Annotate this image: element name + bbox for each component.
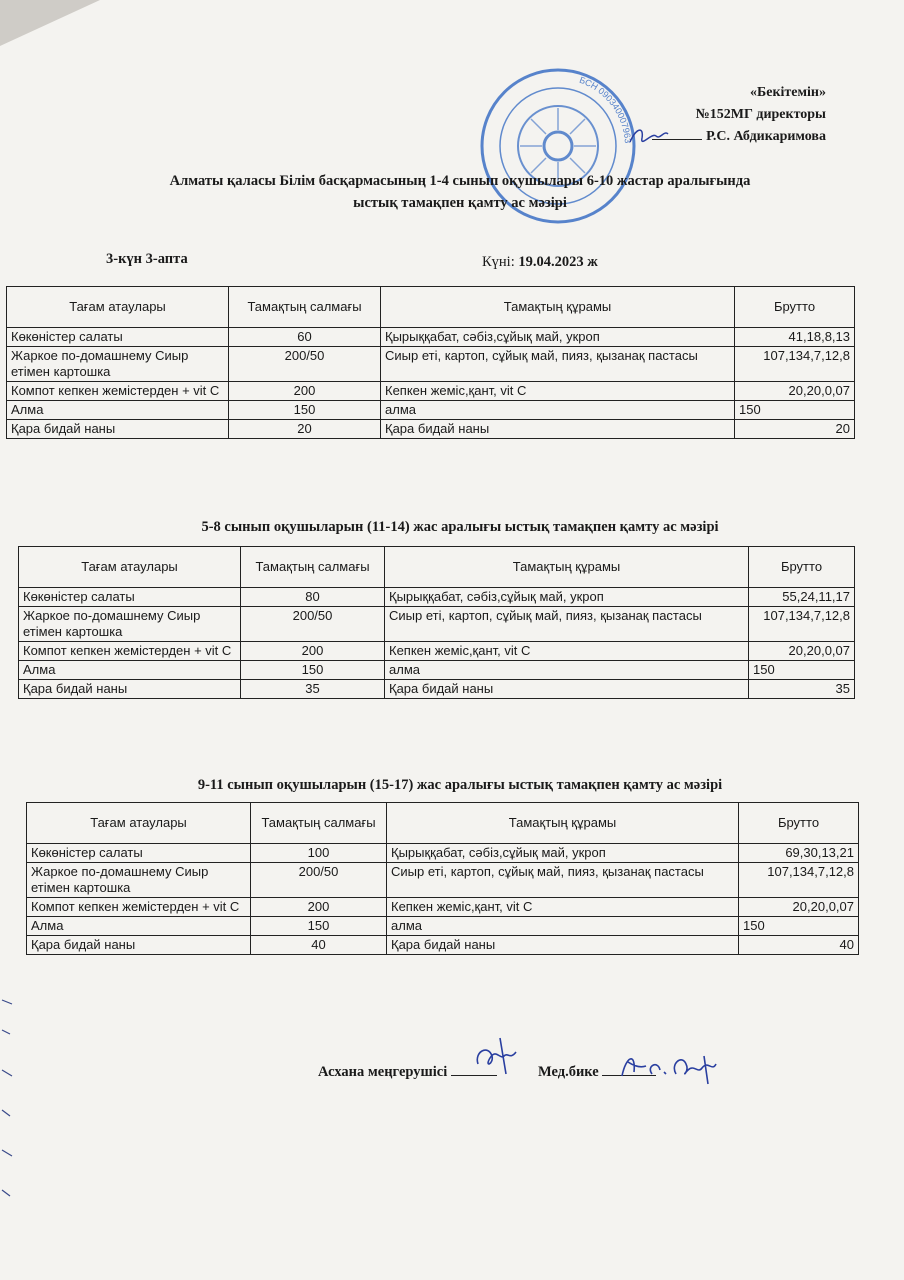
approval-line-2: №152МГ директоры: [695, 107, 826, 122]
dish-composition: Сиыр еті, картоп, сұйық май, пияз, қызанақ пастасы: [385, 607, 749, 642]
dish-name: Алма: [7, 401, 229, 420]
header-brutto: Брутто: [749, 547, 855, 588]
dish-brutto: 35: [749, 680, 855, 699]
dish-weight: 150: [251, 917, 387, 936]
dish-composition: Кепкен жеміс,қант, vit C: [387, 898, 739, 917]
dish-weight: 40: [251, 936, 387, 955]
dish-name: Көкөністер салаты: [19, 588, 241, 607]
dish-weight: 100: [251, 844, 387, 863]
dish-weight: 80: [241, 588, 385, 607]
dish-name: Компот кепкен жемістерден + vit C: [27, 898, 251, 917]
date-label: Күні:: [482, 254, 515, 270]
title-line-2: ыстық тамақпен қамту ас мәзірі: [353, 195, 567, 211]
dish-weight: 20: [229, 420, 381, 439]
table-row: [7, 328, 855, 347]
header-composition: Тамақтың құрамы: [381, 287, 735, 328]
table-row: [27, 917, 859, 936]
kitchen-head-label: Асхана меңгерушісі: [318, 1064, 448, 1080]
dish-composition: Қырыққабат, сәбіз,сұйық май, укроп: [387, 844, 739, 863]
dish-name: Алма: [19, 661, 241, 680]
table-row: [19, 661, 855, 680]
dish-brutto: 20,20,0,07: [749, 642, 855, 661]
dish-name: Жаркое по-домашнему Сиыр етімен картошка: [27, 863, 251, 898]
day-week-label: 3-күн 3-апта: [106, 251, 188, 267]
header-name: Тағам атаулары: [19, 547, 241, 588]
kitchen-head-signature: [470, 1034, 526, 1080]
menu-table-grades-9-11: [26, 802, 859, 955]
nurse-label: Мед.бике: [538, 1064, 599, 1080]
dish-composition: Қара бидай наны: [381, 420, 735, 439]
section-title-grades-9-11: 9-11 сынып оқушыларын (15-17) жас аралығы ыстық тамақпен қамту ас мәзірі: [197, 777, 723, 793]
dish-weight: 200: [241, 642, 385, 661]
dish-composition: Сиыр еті, картоп, сұйық май, пияз, қызанақ пастасы: [381, 347, 735, 382]
table-row: [19, 607, 855, 642]
dish-name: Жаркое по-домашнему Сиыр етімен картошка: [7, 347, 229, 382]
dish-weight: 150: [229, 401, 381, 420]
header-name: Тағам атаулары: [27, 803, 251, 844]
menu-table-grades-5-8: [18, 546, 855, 699]
header-weight: Тамақтың салмағы: [241, 547, 385, 588]
dish-brutto: 69,30,13,21: [739, 844, 859, 863]
dish-brutto: 20,20,0,07: [735, 382, 855, 401]
header-weight: Тамақтың салмағы: [251, 803, 387, 844]
director-name: Р.С. Абдикаримова: [706, 129, 826, 144]
dish-composition: алма: [387, 917, 739, 936]
dish-composition: Кепкен жеміс,қант, vit C: [381, 382, 735, 401]
dish-brutto: 150: [749, 661, 855, 680]
dish-composition: алма: [385, 661, 749, 680]
table-row: [27, 898, 859, 917]
dish-name: Қара бидай наны: [27, 936, 251, 955]
dish-brutto: 40: [739, 936, 859, 955]
section-title-grades-5-8: 5-8 сынып оқушыларын (11-14) жас аралығы ыстық тамақпен қамту ас мәзірі: [201, 519, 719, 535]
dish-brutto: 150: [735, 401, 855, 420]
table-row: [7, 420, 855, 439]
left-edge-scribbles: [0, 990, 14, 1230]
table-row: [19, 642, 855, 661]
dish-composition: Кепкен жеміс,қант, vit C: [385, 642, 749, 661]
dish-composition: Сиыр еті, картоп, сұйық май, пияз, қызанақ пастасы: [387, 863, 739, 898]
table-row: [7, 347, 855, 382]
page-corner-shadow: [0, 0, 100, 46]
dish-name: Көкөністер салаты: [27, 844, 251, 863]
dish-brutto: 150: [739, 917, 859, 936]
header-brutto: Брутто: [735, 287, 855, 328]
dish-weight: 60: [229, 328, 381, 347]
dish-weight: 200/50: [241, 607, 385, 642]
dish-weight: 200: [229, 382, 381, 401]
dish-weight: 200/50: [229, 347, 381, 382]
dish-name: Қара бидай наны: [7, 420, 229, 439]
header-composition: Тамақтың құрамы: [387, 803, 739, 844]
dish-name: Компот кепкен жемістерден + vit C: [19, 642, 241, 661]
dish-weight: 35: [241, 680, 385, 699]
header-brutto: Брутто: [739, 803, 859, 844]
date-value: 19.04.2023 ж: [518, 254, 598, 270]
dish-brutto: 107,134,7,12,8: [739, 863, 859, 898]
dish-composition: Қара бидай наны: [385, 680, 749, 699]
approval-line-3: [652, 126, 826, 148]
dish-brutto: 55,24,11,17: [749, 588, 855, 607]
title-line-1: Алматы қаласы Білім басқармасының 1-4 сынып оқушылары 6-10 жастар аралығында: [169, 173, 751, 189]
dish-name: Алма: [27, 917, 251, 936]
dish-weight: 200: [251, 898, 387, 917]
dish-name: Компот кепкен жемістерден + vit C: [7, 382, 229, 401]
dish-composition: Қырыққабат, сәбіз,сұйық май, укроп: [385, 588, 749, 607]
dish-brutto: 41,18,8,13: [735, 328, 855, 347]
dish-brutto: 107,134,7,12,8: [749, 607, 855, 642]
dish-composition: Қырыққабат, сәбіз,сұйық май, укроп: [381, 328, 735, 347]
nurse-signature: [616, 1046, 726, 1088]
approval-block: [652, 82, 826, 148]
header-weight: Тамақтың салмағы: [229, 287, 381, 328]
stamp-ring-text: БСН 090340007963: [578, 74, 633, 144]
header-name: Тағам атаулары: [7, 287, 229, 328]
table-row: [27, 936, 859, 955]
dish-composition: Қара бидай наны: [387, 936, 739, 955]
dish-weight: 150: [241, 661, 385, 680]
dish-composition: алма: [381, 401, 735, 420]
table-row: [7, 401, 855, 420]
director-signature: [626, 122, 672, 154]
document-title: [80, 170, 840, 214]
header-composition: Тамақтың құрамы: [385, 547, 749, 588]
table-row: [19, 588, 855, 607]
table-row: [27, 844, 859, 863]
menu-table-grades-1-4: [6, 286, 855, 439]
dish-name: Жаркое по-домашнему Сиыр етімен картошка: [19, 607, 241, 642]
dish-brutto: 20: [735, 420, 855, 439]
table-row: [7, 382, 855, 401]
date-block: [482, 254, 598, 271]
dish-name: Көкөністер салаты: [7, 328, 229, 347]
dish-brutto: 20,20,0,07: [739, 898, 859, 917]
approval-line-1: «Бекітемін»: [749, 85, 826, 100]
dish-name: Қара бидай наны: [19, 680, 241, 699]
dish-brutto: 107,134,7,12,8: [735, 347, 855, 382]
table-row: [19, 680, 855, 699]
table-row: [27, 863, 859, 898]
dish-weight: 200/50: [251, 863, 387, 898]
